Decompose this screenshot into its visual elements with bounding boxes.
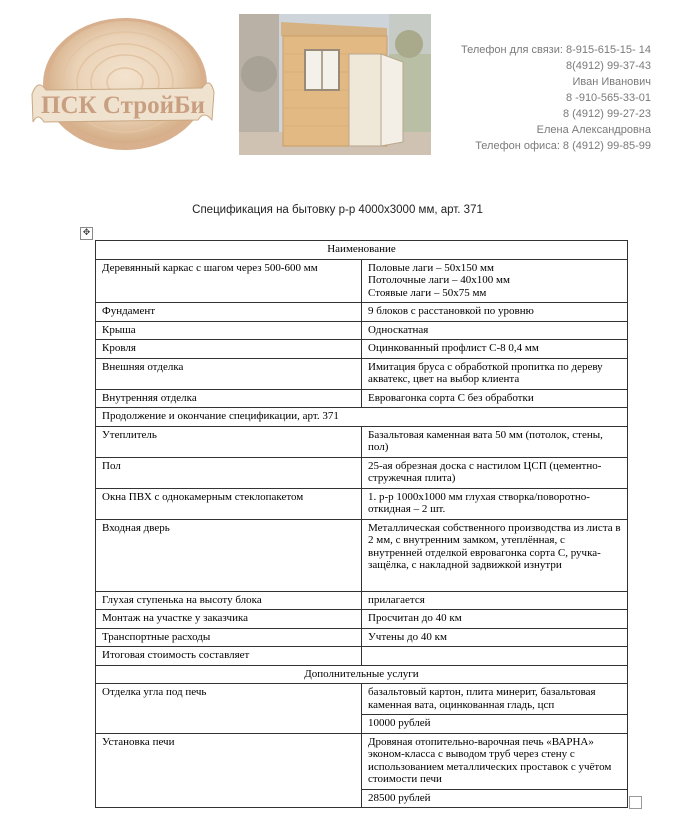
table-header-cell: Наименование <box>96 241 628 260</box>
row-value: Базальтовая каменная вата 50 мм (потолок, стены, пол) <box>362 426 628 457</box>
row-label: Деревянный каркас с шагом через 500-600 мм <box>96 259 362 303</box>
row-label: Глухая ступенька на высоту блока <box>96 591 362 610</box>
contact-line: 8 (4912) 99-27-23 <box>562 108 651 120</box>
table-row <box>96 628 628 647</box>
table-row <box>96 259 628 303</box>
row-value: 1. р-р 1000х1000 мм глухая створка/поворотно-откидная – 2 шт. <box>362 488 628 519</box>
table-row <box>96 488 628 519</box>
table-resize-handle[interactable] <box>629 796 642 809</box>
table-section-header-row <box>96 665 628 684</box>
logo-text: ПСК СтройБи <box>41 92 205 119</box>
section-header-cell: Дополнительные услуги <box>96 665 628 684</box>
row-value: 9 блоков с расстановкой по уровню <box>362 303 628 322</box>
table-row <box>96 733 628 789</box>
row-value: Имитация бруса с обработкой пропитка по дереву акватекс, цвет на выбор клиента <box>362 358 628 389</box>
row-value: Просчитан до 40 км <box>362 610 628 629</box>
row-value <box>362 647 628 666</box>
table-row <box>96 340 628 359</box>
row-label: Пол <box>96 457 362 488</box>
continuation-cell: Продолжение и окончание спецификации, арт. 371 <box>96 408 628 427</box>
row-value: Евровагонка сорта С без обработки <box>362 389 628 408</box>
price-cell: 10000 рублей <box>362 715 628 734</box>
price-cell: 28500 рублей <box>362 789 628 808</box>
row-label: Кровля <box>96 340 362 359</box>
contact-line: Телефон офиса: 8 (4912) 99-85-99 <box>475 140 651 152</box>
row-value: 25-ая обрезная доска с настилом ЦСП (цементно-стружечная плита) <box>362 457 628 488</box>
table-row <box>96 684 628 715</box>
row-value: Дровяная отопительно-варочная печь «ВАРНА» эконом-класса с выводом труб через стену с использованием металлических проставок с учётом стоимости печи <box>362 733 628 789</box>
table-row <box>96 321 628 340</box>
table-row <box>96 389 628 408</box>
cabin-photo <box>239 14 431 155</box>
row-value: базальтовый картон, плита минерит, базальтовая каменная вата, оцинкованная гладь, цсп <box>362 684 628 715</box>
row-value: Оцинкованный профлист С-8 0,4 мм <box>362 340 628 359</box>
contact-line: Елена Александровна <box>536 124 651 136</box>
contact-line: 8(4912) 99-37-43 <box>565 60 651 72</box>
row-value: Металлическая собственного производства из листа в 2 мм, с внутренним замком, утеплённая, с внутренней отделкой евровагонка сорта С, ручка-защёлка, с накладной задвижкой изнутри <box>362 519 628 591</box>
row-label: Итоговая стоимость составляет <box>96 647 362 666</box>
company-logo <box>30 12 215 152</box>
row-value: Учтены до 40 км <box>362 628 628 647</box>
row-label: Монтаж на участке у заказчика <box>96 610 362 629</box>
row-value: прилагается <box>362 591 628 610</box>
table-row <box>96 591 628 610</box>
row-label: Крыша <box>96 321 362 340</box>
table-row <box>96 426 628 457</box>
contact-line: 8 -910-565-33-01 <box>565 92 651 104</box>
table-move-handle-icon[interactable]: ✥ <box>80 227 93 240</box>
row-label: Транспортные расходы <box>96 628 362 647</box>
value-line: Стоявые лаги – 50х75 мм <box>368 286 487 299</box>
document-title: Спецификация на бытовку р-р 4000х3000 мм, арт. 371 <box>192 204 483 216</box>
table-row <box>96 408 628 427</box>
row-label: Отделка угла под печь <box>96 684 362 734</box>
value-line: Потолочные лаги – 40х100 мм <box>368 274 510 286</box>
contact-line: Иван Иванович <box>572 76 651 88</box>
table-row <box>96 610 628 629</box>
row-label: Внутренняя отделка <box>96 389 362 408</box>
row-label: Внешняя отделка <box>96 358 362 389</box>
row-label: Входная дверь <box>96 519 362 591</box>
row-label: Фундамент <box>96 303 362 322</box>
value-line: Половые лаги – 50х150 мм <box>368 261 494 274</box>
contact-line: Телефон для связи: 8-915-615-15- 14 <box>460 44 651 56</box>
row-label: Утеплитель <box>96 426 362 457</box>
table-row <box>96 303 628 322</box>
row-value <box>362 259 628 303</box>
table-row <box>96 519 628 591</box>
table-row <box>96 647 628 666</box>
specification-table <box>95 240 628 808</box>
contact-info <box>461 42 651 154</box>
table-row <box>96 358 628 389</box>
row-value: Односкатная <box>362 321 628 340</box>
row-label: Установка печи <box>96 733 362 808</box>
row-label: Окна ПВХ с однокамерным стеклопакетом <box>96 488 362 519</box>
table-header-row <box>96 241 628 260</box>
table-row <box>96 457 628 488</box>
